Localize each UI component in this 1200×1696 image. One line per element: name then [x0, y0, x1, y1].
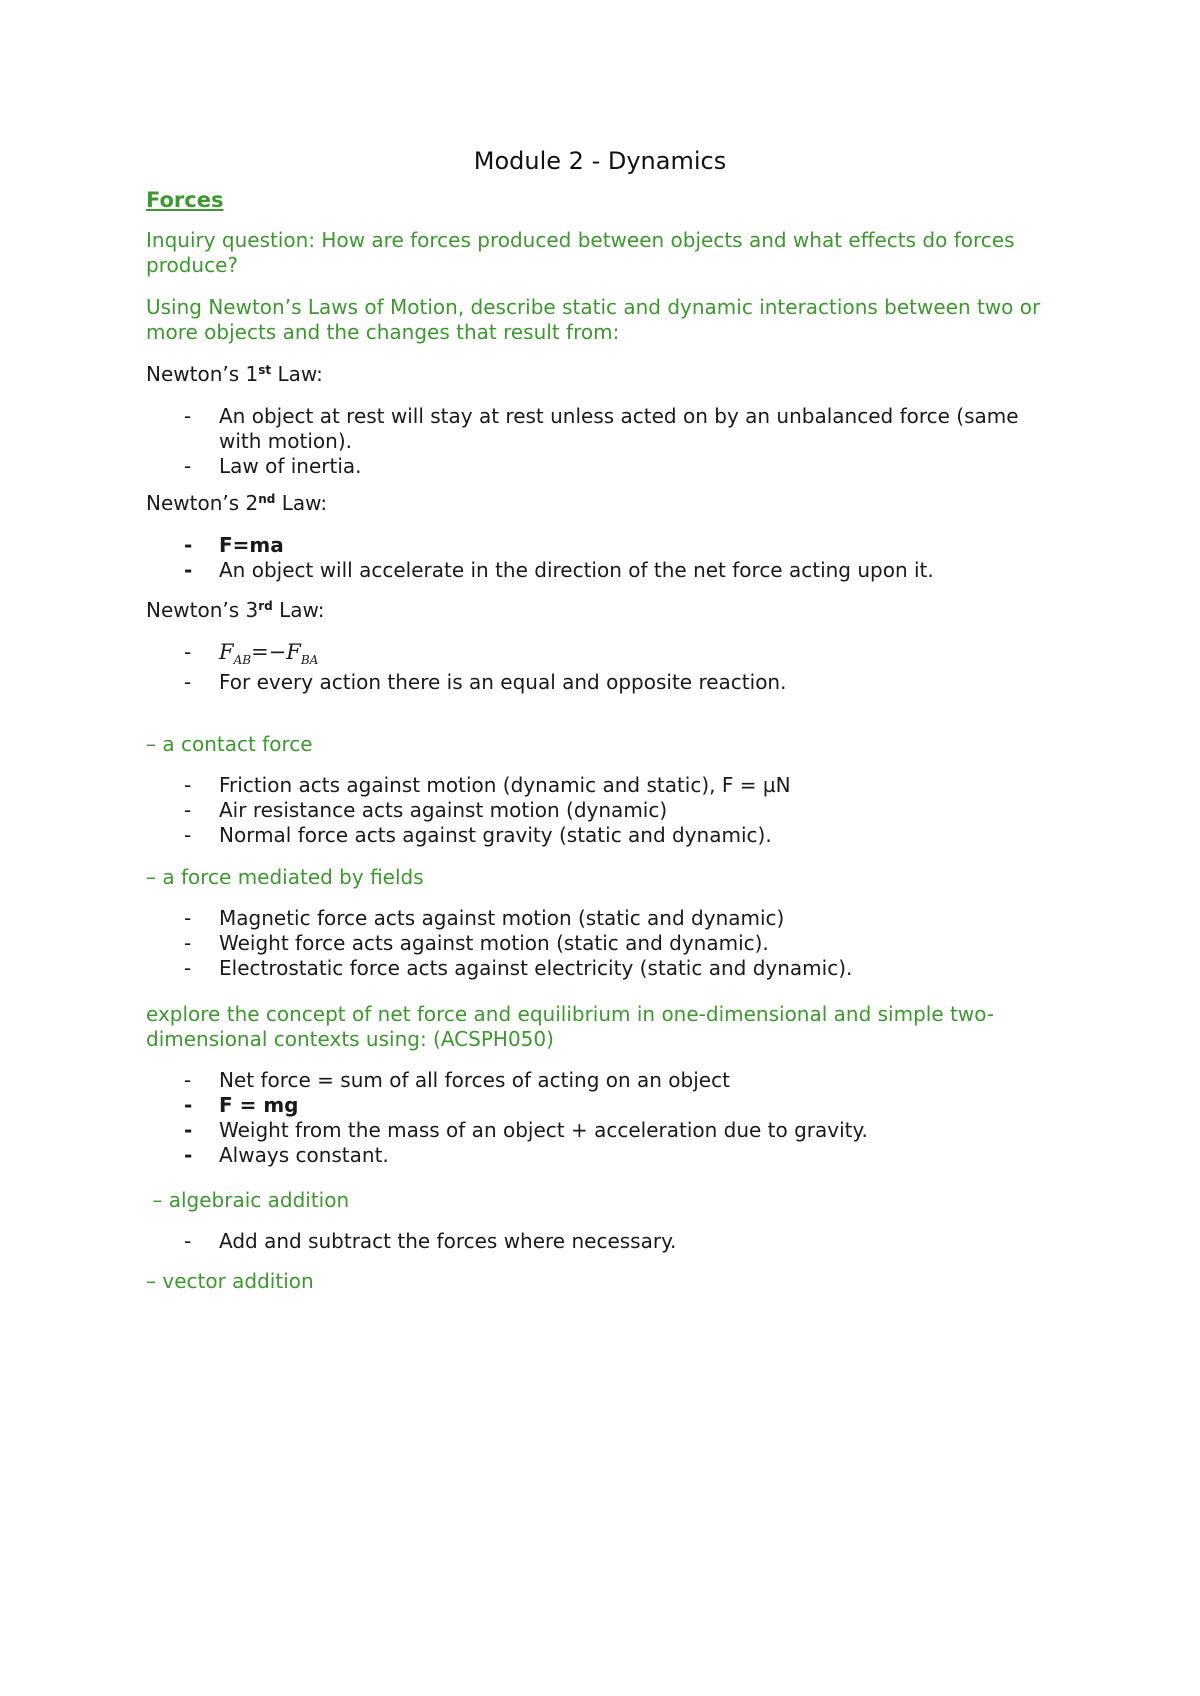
- newton-second-law-list: [146, 533, 1066, 583]
- law-label: Newton’s 3: [146, 598, 259, 622]
- vector-addition-heading: – vector addition: [146, 1269, 314, 1293]
- list-item: - Magnetic force acts against motion (static and dynamic): [184, 906, 785, 930]
- list-item: - Electrostatic force acts against electricity (static and dynamic).: [184, 956, 853, 980]
- list-item: - Law of inertia.: [184, 454, 362, 478]
- list-item: - For every action there is an equal and opposite reaction.: [184, 670, 787, 694]
- law-label-suffix: Law:: [271, 362, 323, 386]
- newton-second-law-heading: [146, 491, 1066, 516]
- intro-paragraph: Using Newton’s Laws of Motion, describe static and dynamic interactions between two or more objects and the changes that result from:: [146, 295, 1041, 344]
- list-item: - $F_{AB}=-F_{BA}$: [184, 640, 319, 667]
- third-law-formula: $F_{AB}=-F_{BA}$: [219, 640, 319, 667]
- law-label: Newton’s 2: [146, 491, 259, 515]
- list-item: - Net force = sum of all forces of acting on an object: [184, 1068, 730, 1092]
- list-item: - F=ma: [184, 533, 284, 557]
- law-label-suffix: Law:: [275, 491, 328, 515]
- law-label-suffix: Law:: [272, 598, 325, 622]
- page-title: Module 2 - Dynamics: [473, 147, 727, 175]
- ordinal-suffix: st: [258, 363, 272, 377]
- net-force-list: [146, 1068, 1066, 1168]
- ordinal-suffix: rd: [258, 599, 273, 613]
- algebraic-addition-list: [146, 1229, 1066, 1254]
- section-heading-forces: Forces: [146, 188, 224, 212]
- net-force-heading: explore the concept of net force and equilibrium in one-dimensional and simple two-dimensional contexts using: (ACSPH050): [146, 1002, 995, 1051]
- contact-force-heading: – a contact force: [146, 732, 313, 756]
- list-item: - Air resistance acts against motion (dynamic): [184, 798, 668, 822]
- list-item: - Always constant.: [184, 1143, 389, 1167]
- ordinal-suffix: nd: [258, 492, 276, 506]
- contact-force-list: [146, 773, 1066, 848]
- newton-first-law-heading: [146, 362, 1066, 387]
- newton-third-law-heading: [146, 598, 1066, 623]
- list-item: - F = mg: [184, 1093, 299, 1117]
- algebraic-addition-heading: – algebraic addition: [146, 1188, 350, 1212]
- law-label: Newton’s 1: [146, 362, 259, 386]
- list-item: - An object at rest will stay at rest unless acted on by an unbalanced force (same with motion).: [184, 404, 1019, 453]
- field-force-list: [146, 906, 1066, 981]
- list-item: - Normal force acts against gravity (static and dynamic).: [184, 823, 772, 847]
- newton-first-law-list: [146, 404, 1046, 479]
- list-item: - Weight from the mass of an object + acceleration due to gravity.: [184, 1118, 868, 1142]
- field-force-heading: – a force mediated by fields: [146, 865, 424, 889]
- inquiry-question: Inquiry question: How are forces produced between objects and what effects do forces produce?: [146, 228, 1015, 277]
- list-item: - Friction acts against motion (dynamic and static), F = µN: [184, 773, 791, 797]
- newton-third-law-list: [146, 640, 1066, 695]
- list-item: - An object will accelerate in the direction of the net force acting upon it.: [184, 558, 934, 582]
- list-item: - Add and subtract the forces where necessary.: [184, 1229, 677, 1253]
- list-item: - Weight force acts against motion (static and dynamic).: [184, 931, 769, 955]
